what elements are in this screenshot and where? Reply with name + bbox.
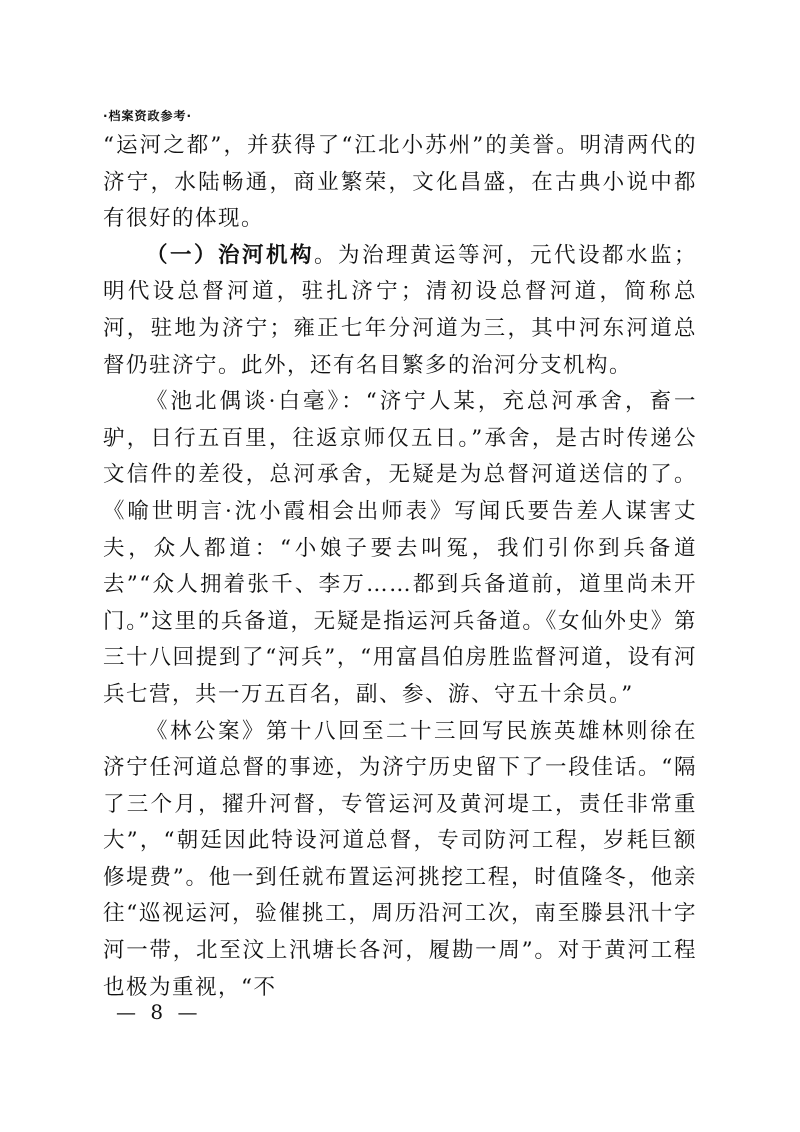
page-number: — 8 — bbox=[116, 1000, 202, 1024]
section-heading: （一）治河机构 bbox=[146, 242, 314, 268]
document-body bbox=[103, 128, 697, 1006]
running-header: ·档案资政参考· bbox=[103, 109, 193, 123]
paragraph-text: 。为治理黄运等河，元代设都水监；明代设总督河道，驻扎济宁；清初设总督河道，简称总河，驻地为济宁；雍正七年分河道为三，其中河东河道总督仍驻济宁。此外，还有名目繁多的治河分支机构。 bbox=[103, 242, 697, 378]
paragraph-lin-case: 《林公案》第十八回至二十三回写民族英雄林则徐在济宁任河道总督的事迹，为济宁历史留下了一段佳话。“隔了三个月，擢升河督，专管运河及黄河堤工，责任非常重大”，“朝廷因此特设河道总督，专司防河工程，岁耗巨额修堤费”。他一到任就布置运河挑挖工程，时值隆冬，他亲往“巡视运河，验催挑工，周历沿河工次，南至滕县汛十字河一带，北至汶上汛塘长各河，履勘一周”。对于黄河工程也极为重视，“不 bbox=[103, 718, 697, 1000]
paragraph-literary-examples: 《池北偶谈·白毫》：“济宁人某，充总河承舍，畜一驴，日行五百里，往返京师仅五日。”承舍，是古时传递公文信件的差役，总河承舍，无疑是为总督河道送信的了。《喻世明言·沈小霞相会出师表》写闻氏要告差人谋害丈夫，众人都道：“小娘子要去叫冤，我们引你到兵备道去”“众人拥着张千、李万……都到兵备道前，道里尚未开门。”这里的兵备道，无疑是指运河兵备道。《女仙外史》第三十八回提到了“河兵”，“用富昌伯房胜监督河道，设有河兵七营，共一万五百名，副、参、游、守五十余员。” bbox=[103, 389, 697, 707]
paragraph-governance bbox=[103, 238, 697, 384]
paragraph-continuation: “运河之都”，并获得了“江北小苏州”的美誉。明清两代的济宁，水陆畅通，商业繁荣，文化昌盛，在古典小说中都有很好的体现。 bbox=[103, 133, 697, 232]
